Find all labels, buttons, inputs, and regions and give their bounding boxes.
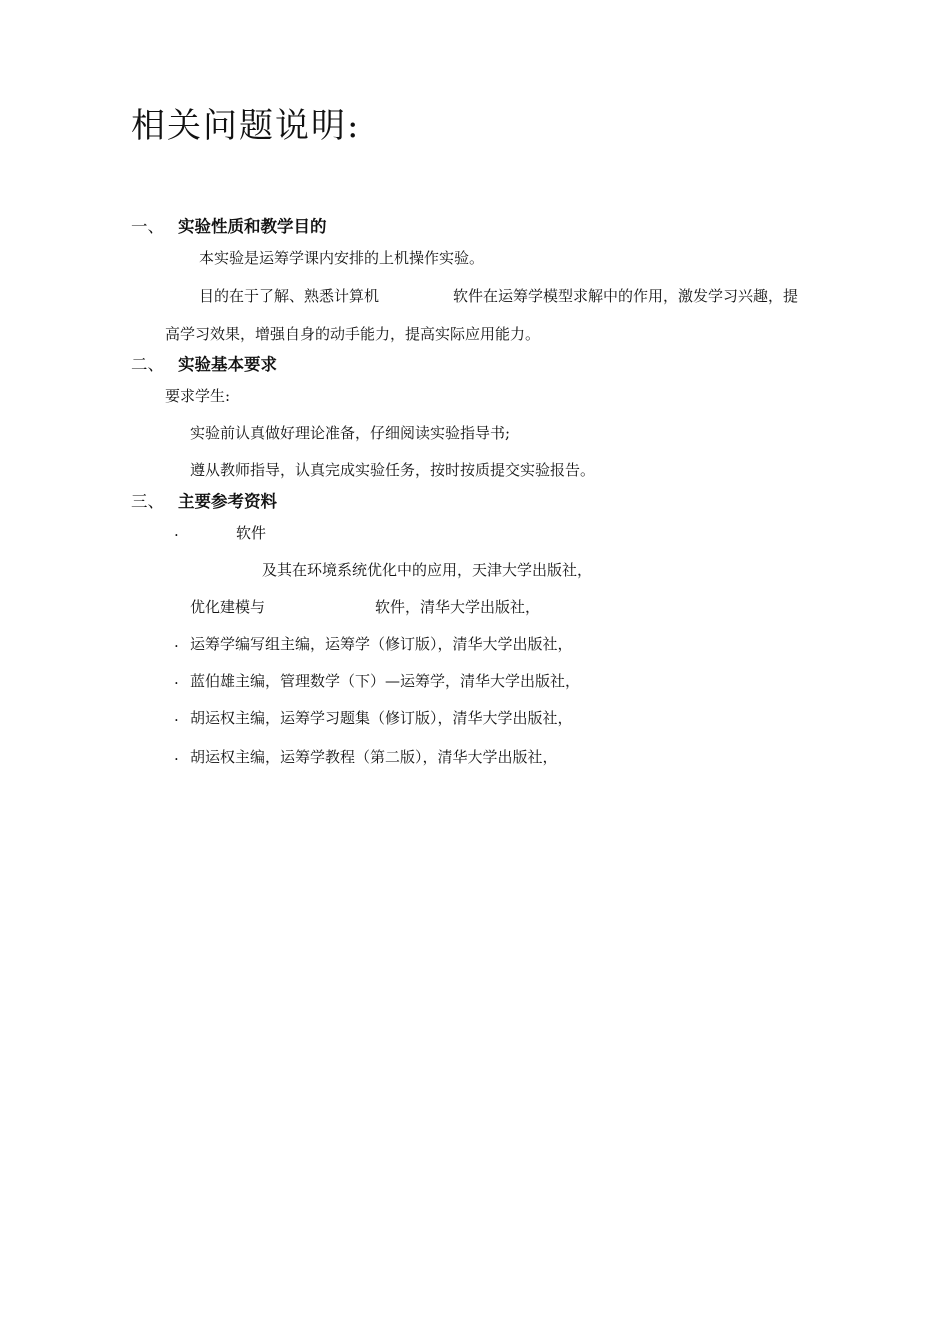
section-3-heading: 主要参考资料 (178, 492, 277, 511)
section-1-line-4: 高学习效果，增强自身的动手能力，提高实际应用能力。 (165, 325, 541, 343)
section-2-number: 二、 (131, 355, 164, 374)
section-2-line-3: 遵从教师指导，认真完成实验任务，按时按质提交实验报告。 (190, 461, 596, 479)
reference-3-text-b: 软件，清华大学出版社， (375, 598, 541, 616)
reference-4-text: 运筹学编写组主编，运筹学（修订版），清华大学出版社， (190, 635, 573, 653)
reference-3-text-a: 优化建模与 (190, 598, 266, 616)
section-1-line-3: 软件在运筹学模型求解中的作用，激发学习兴趣，提 (453, 287, 799, 305)
section-1-heading: 实验性质和教学目的 (178, 217, 327, 236)
reference-5-marker: . (174, 670, 179, 688)
reference-1-text: 软件 (236, 524, 267, 542)
reference-4-marker: . (174, 633, 179, 651)
reference-6-text: 胡运权主编，运筹学习题集（修订版），清华大学出版社， (190, 709, 573, 727)
reference-1-marker: . (174, 522, 179, 540)
section-3-number: 三、 (131, 492, 164, 511)
section-1-line-2: 目的在于了解、熟悉计算机 (199, 287, 380, 305)
section-1-number: 一、 (131, 217, 164, 236)
reference-2-text: 及其在环境系统优化中的应用，天津大学出版社， (262, 561, 593, 579)
page-title: 相关问题说明: (131, 106, 361, 146)
reference-5-text: 蓝伯雄主编，管理数学（下）—运筹学，清华大学出版社， (190, 672, 581, 690)
section-1-line-1: 本实验是运筹学课内安排的上机操作实验。 (199, 249, 485, 267)
section-2-line-1: 要求学生: (165, 387, 231, 405)
reference-7-text: 胡运权主编，运筹学教程（第二版），清华大学出版社， (190, 748, 558, 766)
reference-6-marker: . (174, 707, 179, 725)
section-2-line-2: 实验前认真做好理论准备，仔细阅读实验指导书; (190, 424, 511, 442)
section-2-heading: 实验基本要求 (178, 355, 277, 374)
reference-7-marker: . (174, 746, 179, 764)
